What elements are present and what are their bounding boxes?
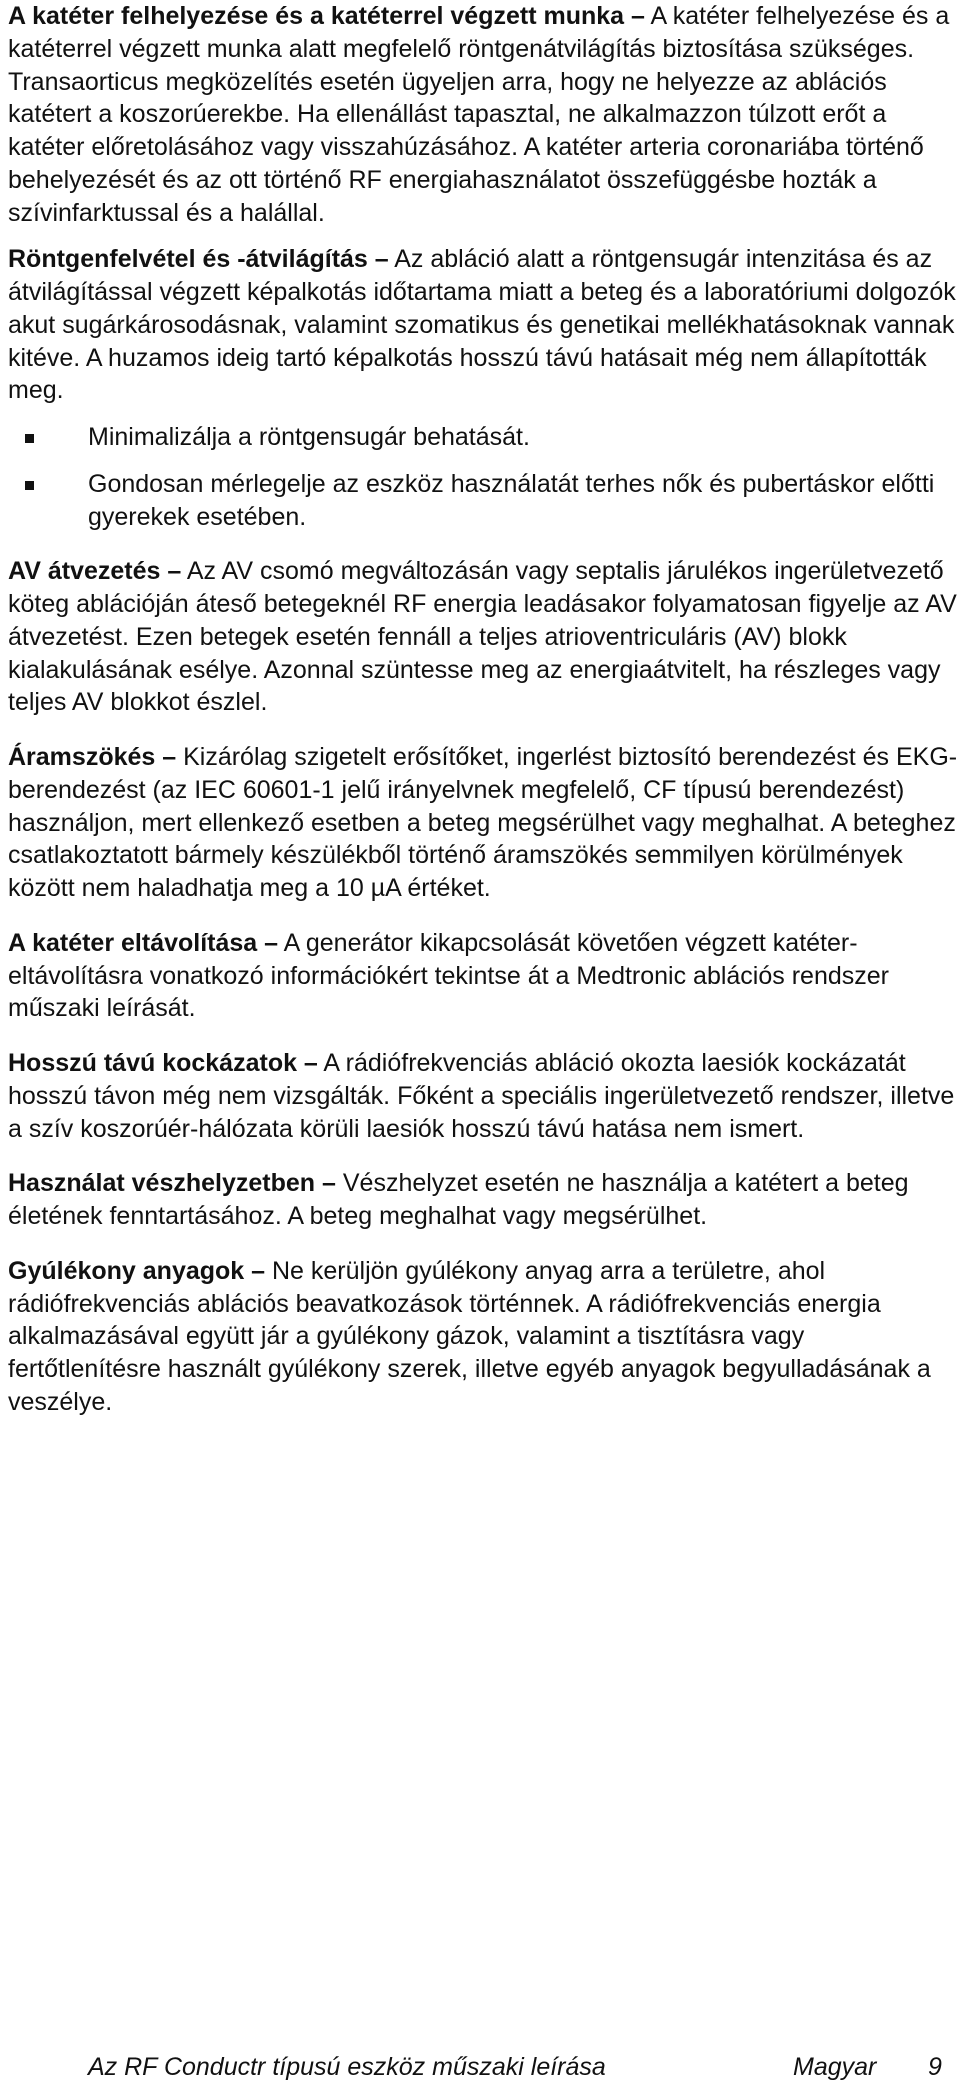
paragraph-text: A generátor kikapcsolását követően végzett katéter-eltávolításra vonatkozó információkért tekintse át a Medtronic ablációs rendszer műszaki leírását. <box>8 928 889 1023</box>
paragraph-av-conduction <box>8 555 960 719</box>
paragraph-leakage-current <box>8 741 960 905</box>
list-item <box>8 421 960 454</box>
square-bullet-icon <box>25 481 34 490</box>
document-page <box>8 0 960 1419</box>
paragraph-heading: A katéter eltávolítása – <box>8 928 279 957</box>
paragraph-text: Vészhelyzet esetén ne használja a katétert a beteg életének fenntartásához. A beteg meghalhat vagy megsérülhet. <box>8 1169 909 1230</box>
paragraph-catheter-placement <box>8 0 960 229</box>
bullet-list <box>8 421 960 533</box>
paragraph-text: A katéter felhelyezése és a katéterrel végzett munka alatt megfelelő röntgenátvilágítás biztosítása szükséges. Transaorticus megközelítés esetén ügyeljen arra, hogy ne helyezze az ablációs katétert a koszorúerekbe. Ha ellenállást tapasztal, ne alkalmazzon túlzott erőt a katéter előretolásához vagy visszahúzásához. A katéter arteria coronariába történő behelyezését és az ott történő RF energiahasználatot összefüggésbe hozták a szívinfarktussal és a halállal. <box>8 2 950 227</box>
paragraph-flammable-materials <box>8 1255 960 1419</box>
paragraph-text: Kizárólag szigetelt erősítőket, ingerlést biztosító berendezést és EKG-berendezést (az IEC 60601-1 jelű irányelvnek megfelelő, CF típusú berendezést) használjon, mert ellenkező esetben a beteg megsérülhet vagy meghalhat. A beteghez csatlakoztatott bármely készülékből történő áramszökés semmilyen körülmények között nem haladhatja meg a 10 µA értéket. <box>8 743 958 902</box>
paragraph-heading: Gyúlékony anyagok – <box>8 1256 266 1285</box>
paragraph-catheter-removal <box>8 927 960 1025</box>
paragraph-heading: Röntgenfelvétel és -átvilágítás – <box>8 245 389 274</box>
paragraph-text: Az abláció alatt a röntgensugár intenzitása és az átvilágítással végzett képalkotás időtartama miatt a beteg és a laboratóriumi dolgozók akut sugárkárosodásnak, valamint szomatikus és genetikai mellékhatásoknak vannak kitéve. A huzamos ideig tartó képalkotás hosszú távú hatásait még nem állapították meg. <box>8 245 956 405</box>
footer-document-title: Az RF Conductr típusú eszköz műszaki leírása <box>88 2053 606 2081</box>
paragraph-emergency-use <box>8 1167 960 1233</box>
paragraph-text: Az AV csomó megváltozásán vagy septalis járulékos ingerületvezető köteg ablációján áteső betegeknél RF energia leadásakor folyamatosan figyelje az AV átvezetést. Ezen betegek esetén fennáll a teljes atrioventriculáris (AV) blokk kialakulásának esélye. Azonnal szüntesse meg az energiaátvitelt, ha részleges vagy teljes AV blokkot észlel. <box>8 557 957 717</box>
page-footer <box>88 2053 948 2082</box>
paragraph-heading: AV átvezetés – <box>8 557 182 586</box>
paragraph-heading: A katéter felhelyezése és a katéterrel végzett munka – <box>8 2 645 30</box>
square-bullet-icon <box>25 434 34 443</box>
paragraph-text: A rádiófrekvenciás abláció okozta laesiók kockázatát hosszú távon még nem vizsgálták. Főként a speciális ingerületvezető rendszer, illetve a szív koszorúér-hálózata körüli laesiók hosszú távú hatása nem ismert. <box>8 1049 955 1143</box>
list-item <box>8 468 960 534</box>
paragraph-text: Ne kerüljön gyúlékony anyag arra a területre, ahol rádiófrekvenciás ablációs beavatkozások történnek. A rádiófrekvenciás energia alkalmazásával együtt jár a gyúlékony gázok, valamint a tisztításra vagy fertőtlenítésre használt gyúlékony szerek, illetve egyéb anyagok begyulladásának a veszélye. <box>8 1256 931 1416</box>
paragraph-heading: Hosszú távú kockázatok – <box>8 1049 318 1077</box>
paragraph-heading: Áramszökés – <box>8 743 177 771</box>
paragraph-heading: Használat vészhelyzetben – <box>8 1169 336 1198</box>
paragraph-long-term-risks <box>8 1047 960 1145</box>
paragraph-xray-fluoroscopy <box>8 243 960 407</box>
list-item-text: Gondosan mérlegelje az eszköz használatát terhes nők és pubertáskor előtti gyerekek esetében. <box>88 469 935 531</box>
page-number: 9 <box>928 2053 942 2081</box>
list-item-text: Minimalizálja a röntgensugár behatását. <box>88 423 530 451</box>
footer-language: Magyar <box>793 2053 877 2081</box>
